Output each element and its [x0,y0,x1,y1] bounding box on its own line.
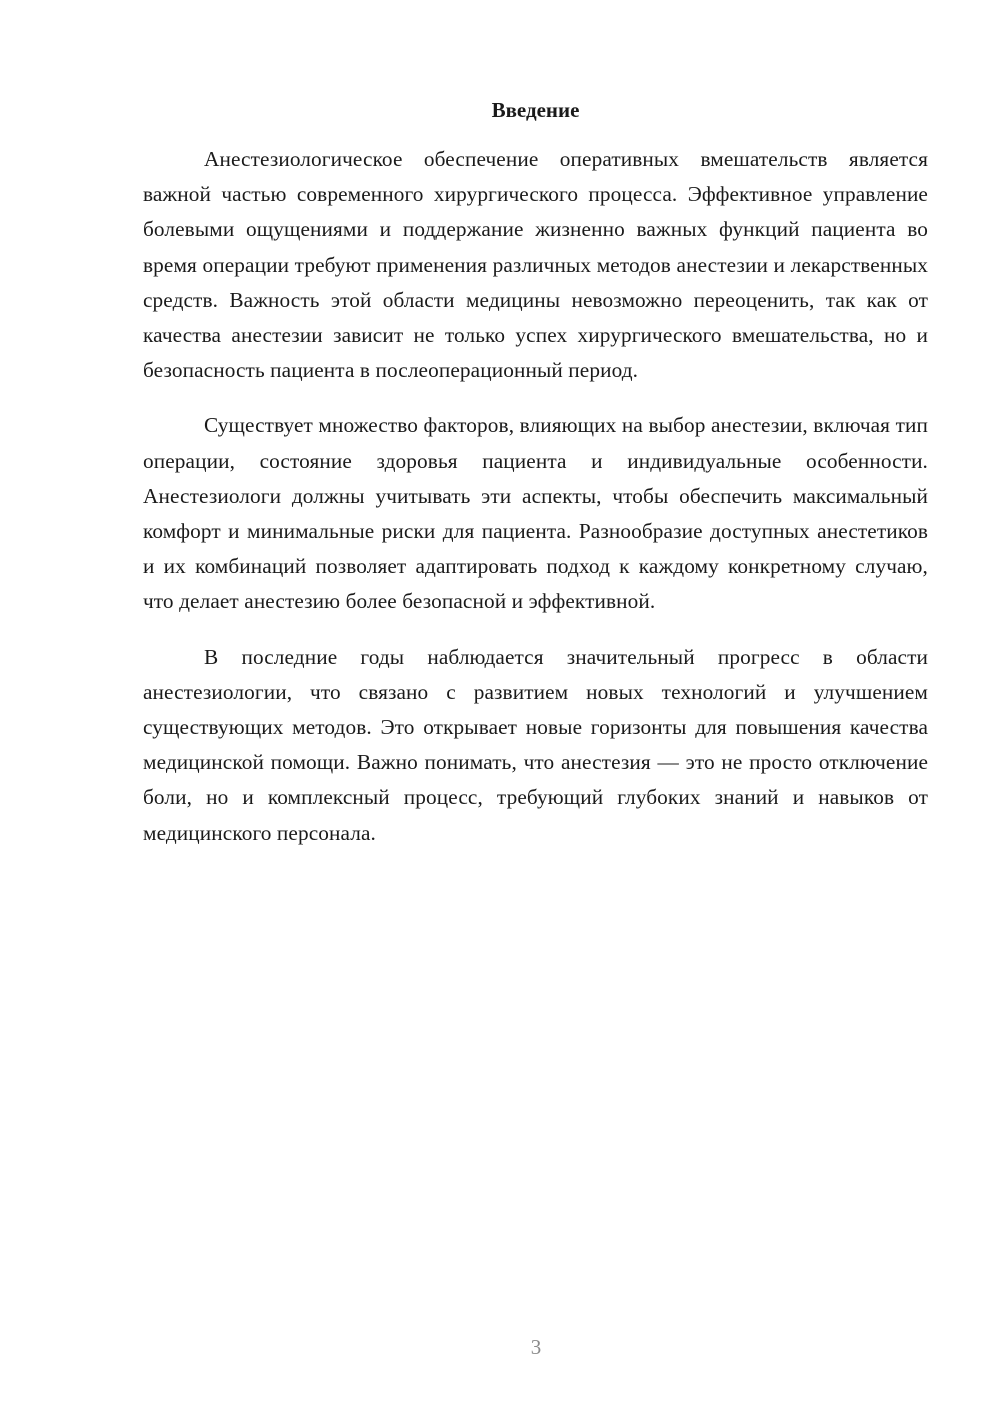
page-number: 3 [530,1335,542,1359]
paragraph-3: В последние годы наблюдается значительный прогресс в области анестезиологии, что связано с развитием новых технологий и улучшением существующих методов. Это открывает новые горизонты для повышения качества медицинской помощи. Важно понимать, что анестезия — это не просто отключение боли, но и комплексный процесс, требующий глубоких знаний и навыков от медицинского персонала. [143,644,928,845]
paragraph-2: Существует множество факторов, влияющих на выбор анестезии, включая тип операции, состояние здоровья пациента и индивидуальные особенности. Анестезиологи должны учитывать эти аспекты, чтобы обеспечить максимальный комфорт и минимальные риски для пациента. Разнообразие доступных анестетиков и их комбинаций позволяет адаптировать подход к каждому конкретному случаю, что делает анестезию более безопасной и эффективной. [143,413,928,614]
section-title: Введение [491,98,580,122]
paragraph-1: Анестезиологическое обеспечение оперативных вмешательств является важной частью современного хирургического процесса. Эффективное управление болевыми ощущениями и поддержание жизненно важных функций пациента во время операции требуют применения различных методов анестезии и лекарственных средств. Важность этой области медицины невозможно переоценить, так как от качества анестезии зависит не только успех хирургического вмешательства, но и безопасность пациента в послеоперационный период. [143,147,928,383]
page-content [143,96,928,871]
